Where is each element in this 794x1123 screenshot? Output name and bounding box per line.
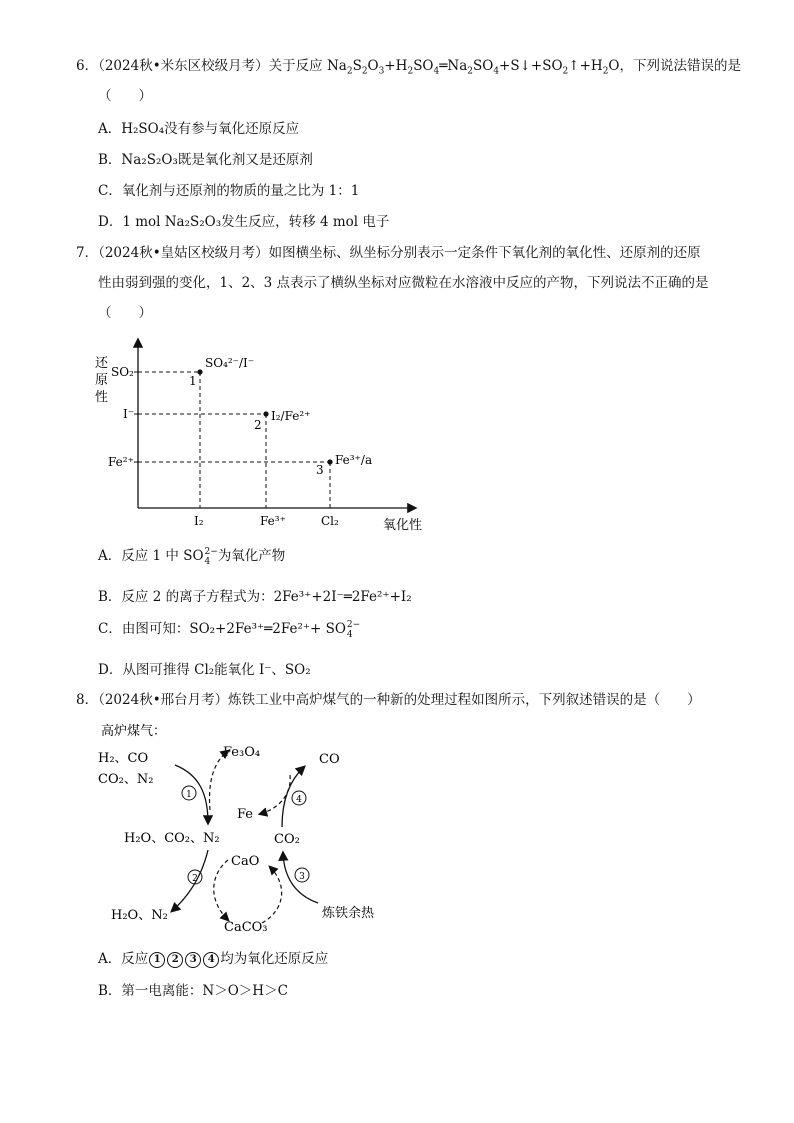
y-axis-label-char: 还 xyxy=(95,356,109,371)
question-number: 6． xyxy=(76,58,99,74)
question-6-stem: 6．（2024秋•米东区校级月考）关于反应 $Na_2S_2O_3+H_2SO_4═Na_2SO_4+S↓+SO_2↑+H_2O$，下列说法错误的是 xyxy=(76,58,741,77)
redox-strength-chart xyxy=(90,335,435,535)
option-a: A．H₂SO₄没有参与氧化还原反应 xyxy=(98,121,300,137)
species-label: CO xyxy=(319,752,340,767)
question-8-stem: 8．（2024秋•邢台月考）炼铁工业中高炉煤气的一种新的处理过程如图所示，下列叙述错误的是（ ） xyxy=(76,692,701,708)
chart-point-1 xyxy=(197,369,202,374)
x-tick-label: I₂ xyxy=(194,514,204,528)
point-label: I₂/Fe²⁺ xyxy=(271,409,311,423)
y-axis-label-char: 性 xyxy=(95,390,109,405)
diagram-title: 高炉煤气： xyxy=(101,724,167,739)
option-a: A．反应 1 中 SO 2− 4 为氧化产物 xyxy=(98,546,286,567)
question-7-stem-cont: 性由弱到强的变化，1、2、3 点表示了横纵坐标对应微粒在水溶液中反应的产物，下列说法不正确的是 xyxy=(98,275,709,291)
species-label: CaCO₃ xyxy=(224,920,268,935)
question-source: （2024秋•皇姑区校级月考） xyxy=(98,245,269,261)
option-d: D．1 mol Na₂S₂O₃发生反应，转移 4 mol 电子 xyxy=(98,214,390,230)
species-label: CaO xyxy=(231,854,260,869)
species-label: Fe xyxy=(237,807,254,822)
x-axis-label: 氧化性 xyxy=(383,518,423,533)
option-b: B．第一电离能：N＞O＞H＞C xyxy=(98,983,288,999)
question-source: （2024秋•邢台月考） xyxy=(98,692,229,708)
x-tick-label: Cl₂ xyxy=(321,514,339,528)
y-axis-label-char: 原 xyxy=(95,373,109,388)
species-label: H₂O、CO₂、N₂ xyxy=(124,831,220,846)
gas-label: CO₂、N₂ xyxy=(98,772,154,787)
y-tick-label: SO₂ xyxy=(111,365,134,379)
point-label: SO₄²⁻/I⁻ xyxy=(205,356,255,370)
answer-paren: （ ） xyxy=(98,305,152,321)
point-number: 2 xyxy=(254,418,262,432)
point-label: Fe³⁺/a xyxy=(335,453,373,467)
point-number: 1 xyxy=(189,374,197,388)
point-number: 3 xyxy=(316,463,324,477)
chart-point-3 xyxy=(327,459,332,464)
option-c: C．由图可知：SO₂+2Fe³⁺═2Fe²⁺+ SO 2− 4 xyxy=(98,619,361,640)
svg-text:1: 1 xyxy=(186,790,192,800)
question-source: （2024秋•米东区校级月考） xyxy=(98,58,269,74)
question-number: 8． xyxy=(76,692,99,708)
answer-paren: （ ） xyxy=(98,88,152,104)
gas-label: H₂、CO xyxy=(98,751,149,766)
y-tick-label: Fe²⁺ xyxy=(108,455,134,469)
option-b: B．Na₂S₂O₃既是氧化剂又是还原剂 xyxy=(98,152,313,168)
option-a: A．反应 1 2 3 4 均为氧化还原反应 xyxy=(98,951,329,967)
option-b: B．反应 2 的离子方程式为：2Fe³⁺+2I⁻═2Fe²⁺+I₂ xyxy=(98,589,412,605)
option-c: C．氧化剂与还原剂的物质的量之比为 1：1 xyxy=(98,183,360,199)
blast-furnace-gas-diagram xyxy=(90,715,410,945)
species-label: CO₂ xyxy=(274,832,300,847)
svg-text:3: 3 xyxy=(299,872,305,882)
species-label: H₂O、N₂ xyxy=(111,908,168,923)
option-d: D．从图可推得 Cl₂能氧化 I⁻、SO₂ xyxy=(98,662,311,678)
svg-text:2: 2 xyxy=(192,874,198,884)
svg-text:4: 4 xyxy=(296,795,302,805)
y-tick-label: I⁻ xyxy=(123,407,135,421)
species-label: Fe₃O₄ xyxy=(223,745,261,760)
question-7-stem: 7．（2024秋•皇姑区校级月考）如图横坐标、纵坐标分别表示一定条件下氧化剂的氧化性、还原剂的还原 xyxy=(76,245,701,261)
x-tick-label: Fe³⁺ xyxy=(260,514,286,528)
chart-point-2 xyxy=(263,411,268,416)
species-label: 炼铁余热 xyxy=(322,906,375,921)
question-number: 7． xyxy=(76,245,99,261)
